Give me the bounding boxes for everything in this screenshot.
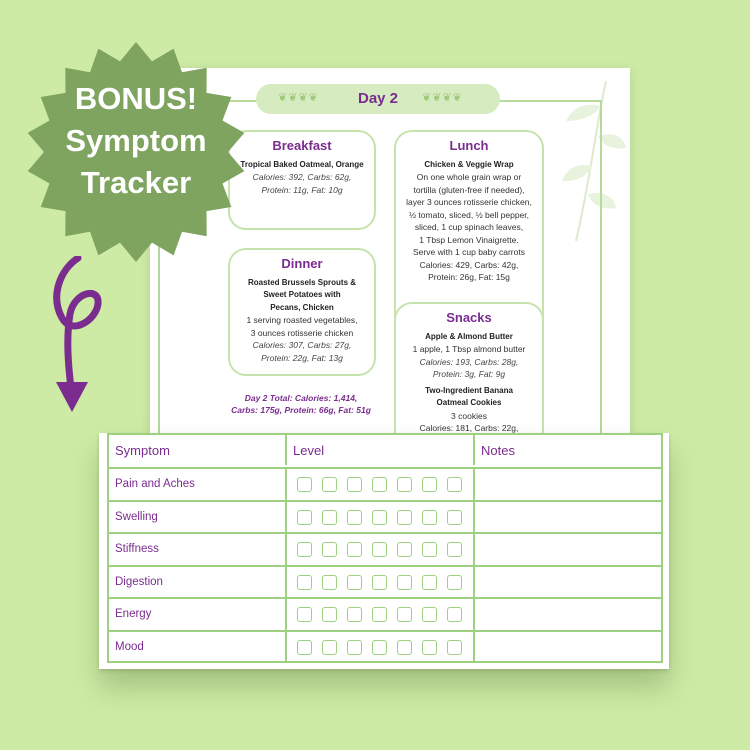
dinner-nutrition-1: Calories: 307, Carbs: 27g, — [252, 340, 352, 350]
lunch-line: ½ tomato, sliced, ½ bell pepper, — [408, 209, 530, 220]
breakfast-nutrition-2: Protein: 11g, Fat: 10g — [261, 184, 343, 195]
symptom-cell — [109, 632, 285, 663]
level-checkbox[interactable] — [397, 575, 412, 590]
snack-line: Calories: 181, Carbs: 22g, — [419, 423, 519, 433]
notes-field[interactable] — [473, 502, 661, 533]
level-checkbox[interactable] — [297, 477, 312, 492]
dinner-line: 3 ounces rotisserie chicken — [250, 327, 354, 338]
level-checkbox[interactable] — [347, 640, 362, 655]
snack-dish: Apple & Almond Butter — [425, 331, 513, 341]
level-checkbox[interactable] — [347, 575, 362, 590]
level-checkbox[interactable] — [447, 607, 462, 622]
symptom-cell — [109, 502, 285, 533]
dinner-dish: Sweet Potatoes with — [263, 290, 341, 299]
day-total — [220, 392, 382, 416]
level-checkbox[interactable] — [372, 575, 387, 590]
lunch-line: layer 3 ounces rotisserie chicken, — [406, 197, 532, 207]
snack-line: 1 apple, 1 Tbsp almond butter — [412, 344, 526, 354]
breakfast-title: Breakfast — [272, 138, 332, 153]
level-checkbox[interactable] — [347, 607, 362, 622]
snack-nutrition: Protein: 3g, Fat: 9g — [432, 369, 506, 379]
level-checkbox[interactable] — [372, 542, 387, 557]
lunch-dish: Chicken & Veggie Wrap — [424, 159, 514, 169]
curly-arrow-icon — [38, 256, 118, 416]
level-checkbox[interactable] — [447, 542, 462, 557]
symptom-label: Mood — [115, 640, 144, 653]
dinner-dish: Roasted Brussels Sprouts & — [247, 277, 357, 287]
sprig-left-icon: ❦❦❦❦ — [278, 92, 319, 104]
breakfast-card — [228, 130, 376, 230]
level-checkbox[interactable] — [447, 510, 462, 525]
lunch-line: Calories: 429, Carbs: 42g, — [419, 259, 519, 270]
lunch-line: sliced, 1 cup spinach leaves, — [414, 222, 524, 232]
dinner-title: Dinner — [281, 256, 323, 271]
level-checkbox[interactable] — [447, 640, 462, 655]
level-checkbox[interactable] — [297, 542, 312, 557]
level-cell — [285, 534, 473, 565]
level-checkbox[interactable] — [372, 510, 387, 525]
level-checkbox[interactable] — [372, 477, 387, 492]
day-total-line-1: Day 2 Total: Calories: 1,414, — [244, 393, 358, 403]
notes-field[interactable] — [473, 632, 661, 663]
level-checkbox[interactable] — [322, 575, 337, 590]
header-level: Level — [293, 443, 325, 458]
symptom-tracker — [99, 433, 669, 669]
header-symptom: Symptom — [115, 443, 170, 458]
level-cell — [285, 469, 473, 500]
table-row — [109, 500, 661, 533]
breakfast-dish: Tropical Baked Oatmeal, Orange — [240, 159, 364, 169]
level-checkbox[interactable] — [347, 542, 362, 557]
dinner-nutrition-2: Protein: 22g, Fat: 13g — [261, 352, 343, 363]
notes-field[interactable] — [473, 567, 661, 598]
level-checkbox[interactable] — [397, 477, 412, 492]
notes-field[interactable] — [473, 469, 661, 500]
badge-line-2: Symptom — [65, 123, 207, 158]
level-checkbox[interactable] — [447, 477, 462, 492]
level-checkbox[interactable] — [422, 607, 437, 622]
level-checkbox[interactable] — [397, 510, 412, 525]
dinner-dish: Pecans, Chicken — [270, 302, 334, 312]
level-checkbox[interactable] — [397, 542, 412, 557]
level-checkbox[interactable] — [297, 607, 312, 622]
level-cell — [285, 502, 473, 533]
lunch-line: On one whole grain wrap or — [416, 172, 522, 182]
header-cell — [285, 435, 473, 465]
header-cell — [109, 435, 285, 465]
symptom-cell — [109, 534, 285, 565]
lunch-line: tortilla (gluten-free if needed), — [413, 184, 525, 195]
notes-field[interactable] — [473, 534, 661, 565]
table-row — [109, 565, 661, 598]
symptom-label: Digestion — [115, 575, 163, 588]
symptom-cell — [109, 469, 285, 500]
level-cell — [285, 632, 473, 663]
table-row — [109, 630, 661, 663]
lunch-line: Protein: 26g, Fat: 15g — [428, 272, 510, 282]
notes-field[interactable] — [473, 599, 661, 630]
level-checkbox[interactable] — [422, 510, 437, 525]
table-row — [109, 467, 661, 500]
symptom-label: Stiffness — [115, 543, 159, 555]
level-checkbox[interactable] — [422, 640, 437, 655]
symptom-cell — [109, 567, 285, 598]
level-checkbox[interactable] — [397, 607, 412, 622]
level-checkbox[interactable] — [447, 575, 462, 590]
level-checkbox[interactable] — [372, 640, 387, 655]
level-checkbox[interactable] — [322, 640, 337, 655]
level-checkbox[interactable] — [372, 607, 387, 622]
symptom-cell — [109, 599, 285, 630]
header-notes: Notes — [481, 443, 515, 458]
level-checkbox[interactable] — [322, 542, 337, 557]
tracker-table — [107, 433, 663, 663]
level-checkbox[interactable] — [322, 607, 337, 622]
snacks-title: Snacks — [446, 310, 492, 325]
lunch-title: Lunch — [449, 138, 489, 153]
level-checkbox[interactable] — [422, 477, 437, 492]
lunch-line: Serve with 1 cup baby carrots — [413, 247, 525, 257]
lunch-line: 1 Tbsp Lemon Vinaigrette. — [419, 234, 519, 245]
level-cell — [285, 599, 473, 630]
level-checkbox[interactable] — [347, 477, 362, 492]
level-checkbox[interactable] — [297, 640, 312, 655]
snack-dish: Two-Ingredient Banana — [425, 385, 513, 395]
level-checkbox[interactable] — [422, 542, 437, 557]
symptom-label: Swelling — [115, 510, 158, 523]
header-cell — [473, 435, 661, 465]
symptom-label: Energy — [115, 608, 152, 620]
snack-dish: Oatmeal Cookies — [436, 398, 502, 407]
bonus-badge-text — [24, 78, 248, 204]
tracker-header-row — [109, 433, 661, 465]
table-row — [109, 532, 661, 565]
level-checkbox[interactable] — [347, 510, 362, 525]
snack-line: 3 cookies — [451, 410, 487, 421]
level-cell — [285, 567, 473, 598]
snack-nutrition: Calories: 193, Carbs: 28g, — [419, 356, 519, 367]
sprig-right-icon: ❦❦❦❦ — [422, 92, 463, 104]
level-checkbox[interactable] — [297, 510, 312, 525]
level-checkbox[interactable] — [422, 575, 437, 590]
symptom-label: Pain and Aches — [115, 478, 195, 490]
level-checkbox[interactable] — [397, 640, 412, 655]
level-checkbox[interactable] — [322, 477, 337, 492]
dinner-card — [228, 248, 376, 376]
badge-line-1: BONUS! — [74, 81, 198, 116]
badge-line-3: Tracker — [80, 165, 192, 200]
level-checkbox[interactable] — [322, 510, 337, 525]
level-checkbox[interactable] — [297, 575, 312, 590]
breakfast-nutrition-1: Calories: 392, Carbs: 62g, — [252, 172, 352, 182]
table-row — [109, 597, 661, 630]
dinner-line: 1 serving roasted vegetables, — [246, 315, 358, 325]
day-total-line-2: Carbs: 175g, Protein: 66g, Fat: 51g — [231, 405, 371, 415]
day-title: Day 2 — [256, 84, 500, 114]
